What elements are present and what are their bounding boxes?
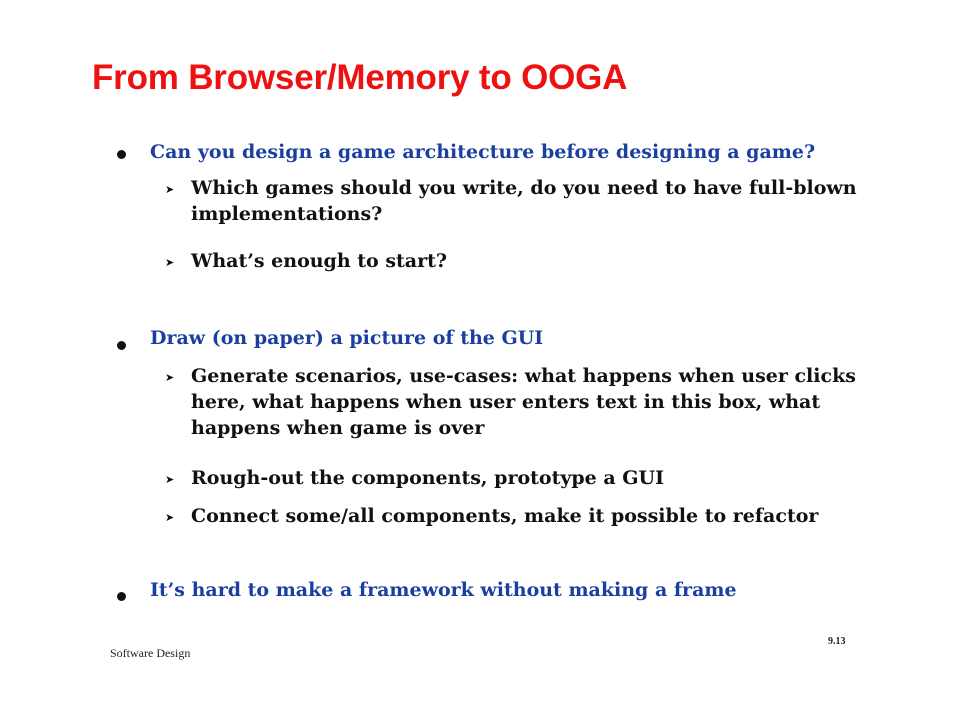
arrow-bullet-icon: ➤: [165, 371, 175, 384]
arrow-bullet-icon: ➤: [165, 183, 175, 196]
subbullet-2-2-text: Rough-out the components, prototype a GUI: [191, 467, 664, 489]
bullet-1-text: Can you design a game architecture before designing a game?: [150, 141, 816, 163]
footer-course-name: Software Design: [110, 646, 191, 660]
slide-title: From Browser/Memory to OOGA: [92, 58, 628, 97]
footer-page-number: 9.13: [828, 636, 846, 647]
subbullet-2-3-text: Connect some/all components, make it possible to refactor: [191, 505, 819, 527]
arrow-bullet-icon: ➤: [165, 511, 175, 524]
subbullet-1-2-text: What’s enough to start?: [191, 250, 448, 272]
subbullet-1-1-text: Which games should you write, do you need to have full-blown implementations?: [191, 177, 857, 225]
arrow-bullet-icon: ➤: [165, 256, 175, 269]
bullet-dot-icon: [117, 341, 126, 350]
bullet-3-text: It’s hard to make a framework without making a frame: [150, 579, 737, 601]
arrow-bullet-icon: ➤: [165, 473, 175, 486]
bullet-dot-icon: [117, 150, 126, 159]
bullet-dot-icon: [117, 592, 126, 601]
subbullet-2-1-text: Generate scenarios, use-cases: what happens when user clicks here, what happens when user enters text in this box, what happens when game is over: [191, 365, 856, 439]
bullet-2-text: Draw (on paper) a picture of the GUI: [150, 327, 544, 349]
